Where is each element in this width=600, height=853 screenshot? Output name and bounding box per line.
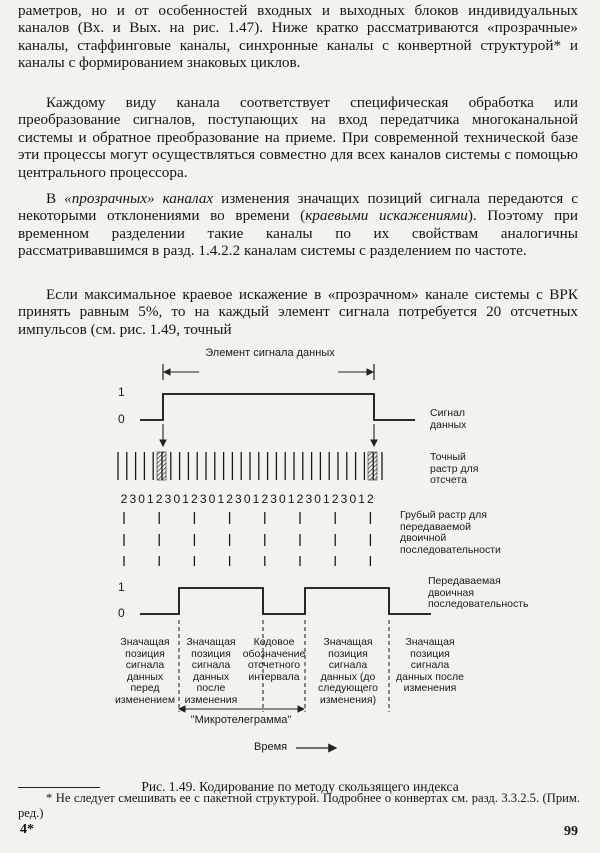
figure-caption: Рис. 1.49. Кодирование по методу скользящего индекса (141, 778, 459, 794)
count-digit: 1 (147, 492, 154, 506)
count-digit: 0 (349, 492, 357, 506)
footnote-rule (18, 787, 100, 788)
coarse-raster-ticks (124, 512, 370, 566)
transmitted-sequence-waveform (140, 588, 431, 614)
count-digit: 1 (323, 492, 330, 506)
count-digit: 2 (155, 492, 163, 506)
count-digit-row (121, 492, 374, 506)
segment-label-1: Значащая позиция сигнала данных перед изменением (114, 636, 176, 706)
level-zero-bottom: 0 (118, 606, 125, 620)
transmitted-label: Передаваемая двоичная последовательность (428, 575, 529, 610)
element-label: Элемент сигнала данных (195, 348, 345, 360)
count-digit: 3 (129, 492, 137, 506)
count-digit: 0 (208, 492, 216, 506)
count-digit: 1 (287, 492, 295, 506)
count-digit: 1 (217, 492, 225, 506)
level-one-top: 1 (118, 385, 125, 399)
page-number: 99 (564, 824, 578, 839)
count-digit: 1 (358, 492, 365, 506)
count-digit: 3 (199, 492, 207, 506)
count-digit: 2 (261, 492, 269, 506)
count-digit: 2 (226, 492, 233, 506)
count-digit: 0 (314, 492, 321, 506)
signal-label: Сигнал данных (430, 407, 467, 431)
signature-mark: 4* (20, 822, 34, 837)
coarse-raster-label: Грубый растр для передаваемой двоичной последовательности (400, 509, 501, 556)
segment-label-5: Значащая позиция сигнала данных после изменения (395, 636, 465, 694)
count-digit: 0 (173, 492, 181, 506)
count-digit: 1 (182, 492, 189, 506)
count-digit: 3 (164, 492, 172, 506)
count-digit: 3 (340, 492, 348, 506)
count-digit: 2 (331, 492, 339, 506)
italic-term-edge-distortion: краевыми искажениями (305, 207, 468, 225)
count-digit: 3 (235, 492, 242, 506)
time-label: Время (254, 741, 288, 753)
count-digit: 0 (243, 492, 251, 506)
segment-label-2: Значащая позиция сигнала данных после изменения (184, 636, 238, 706)
segment-label-4: Значащая позиция сигнала данных (до следующего изменения) (317, 636, 379, 706)
count-digit: 2 (367, 492, 374, 506)
figure-1-49 (0, 340, 600, 770)
fine-raster-label: Точный растр для отсчета (430, 451, 479, 486)
count-digit: 3 (305, 492, 313, 506)
paragraph-4: Если максимальное краевое искажение в «прозрачном» канале системы с ВРК принять равным 5%, то на каждый элемент сигнала потребуется 20 отсчетных импульсов (см. рис. 1.49, точный (18, 286, 578, 338)
hatched-sample-2 (368, 452, 377, 480)
level-one-bottom: 1 (118, 580, 125, 594)
data-signal-waveform (140, 394, 415, 420)
footnote: * Не следует смешивать ее с пакетной структурой. Подробнее о конвертах см. разд. 3.3.2.5. (Прим. ред.) (18, 791, 580, 820)
count-digit: 3 (270, 492, 277, 506)
italic-term-transparent-channels: «прозрачных» каналах (64, 190, 214, 207)
paragraph-3: В «прозрачных» каналах изменения значащих позиций сигнала передаются с некоторыми отклонениями во времени (краевыми искажениями). Поэтому при временном разделении такие каналы по их свойствам аналогичны рассматривавшимся в разд. 1.4.2.2 каналам системы с разделением по частоте. (18, 190, 578, 260)
count-digit: 2 (191, 492, 198, 506)
microtelegram-label: "Микротелеграмма" (190, 714, 292, 726)
count-digit: 0 (279, 492, 286, 506)
level-zero-top: 0 (118, 412, 125, 426)
segment-label-3: Кодовое обозначение отсчетного интервала (242, 636, 306, 683)
count-digit: 0 (138, 492, 145, 506)
paragraph-1: раметров, но и от особенностей входных и выходных блоков индивидуальных каналов (Вх. и Вых. на рис. 1.47). Ниже кратко рассматриваются «прозрачные» каналы, стаффинговые каналы, синхронные каналы с конвертной структурой* и каналы с формированием знаковых циклов. (18, 2, 578, 72)
count-digit: 1 (252, 492, 260, 506)
paragraph-2: Каждому виду канала соответствует специфическая обработка или преобразование сигналов, поступающих на вход передатчика многоканальной системы и обратное преобразование на приеме. При современной технической базе эти процессы могут осуществляться совместно для всех каналов системы с помощью центрального процессора. (18, 94, 578, 181)
count-digit: 2 (296, 492, 304, 506)
count-digit: 2 (120, 492, 128, 506)
